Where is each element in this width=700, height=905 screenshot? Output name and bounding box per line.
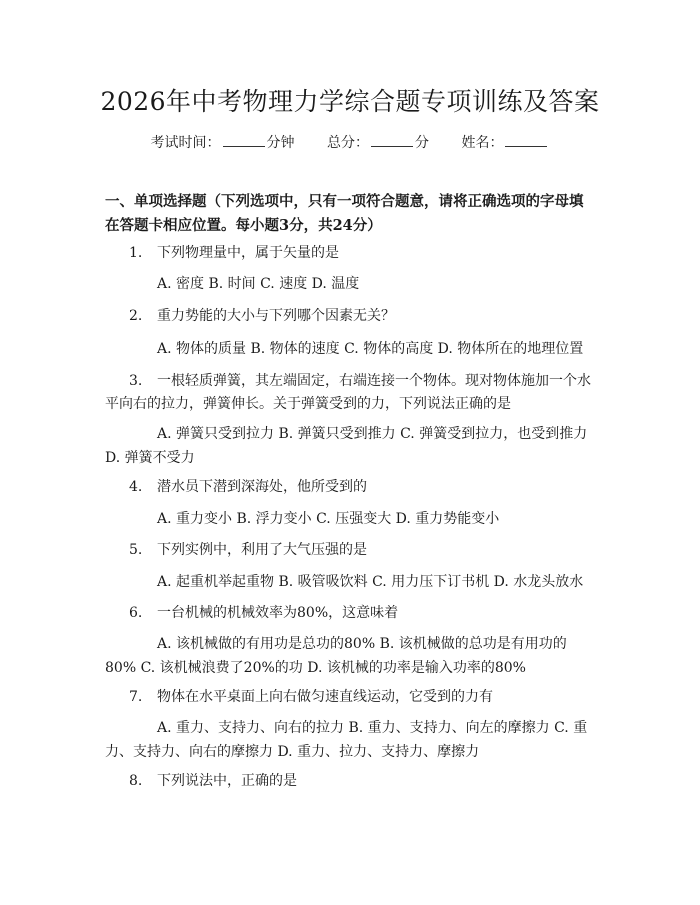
question-stem: 下列实例中，利用了大气压强的是 [157,542,367,558]
score-label: 总分： [327,135,369,151]
question-stem: 重力势能的大小与下列哪个因素无关？ [157,308,395,324]
question-stem: 物体在水平桌面上向右做匀速直线运动，它受到的力有 [157,689,493,705]
question-7 [105,686,592,709]
name-blank [505,134,547,147]
question-6-options: A. 该机械做的有用功是总功的80% B. 该机械做的总功是有用功的80% C. 该机械浪费了20%的功 D. 该机械的功率是输入功率的80% [105,636,567,676]
score-blank [371,134,413,147]
question-5 [105,539,592,562]
question-7-options: A. 重力、支持力、向右的拉力 B. 重力、支持力、向左的摩擦力 C. 重力、支持力、向右的摩擦力 D. 重力、拉力、支持力、摩擦力 [105,720,588,760]
question-2 [105,305,592,328]
question-stem: 一台机械的机械效率为80%，这意味着 [157,605,399,621]
question-3-options: A. 弹簧只受到拉力 B. 弹簧只受到推力 C. 弹簧受到拉力，也受到推力 D. 弹簧不受力 [105,426,588,466]
question-number: 1. [129,245,143,261]
time-blank [223,134,265,147]
question-3 [105,370,592,416]
question-number: 8. [129,773,143,789]
exam-meta [0,132,700,152]
time-label: 考试时间： [150,135,221,151]
question-5-options: A. 起重机举起重物 B. 吸管吸饮料 C. 用力压下订书机 D. 水龙头放水 [157,574,584,590]
question-stem: 下列物理量中，属于矢量的是 [157,245,339,261]
question-8 [105,770,592,793]
question-4-options: A. 重力变小 B. 浮力变小 C. 压强变大 D. 重力势能变小 [157,511,500,527]
question-number: 2. [129,308,143,324]
question-1 [105,242,592,265]
question-number: 7. [129,689,143,705]
time-unit: 分钟 [266,135,295,151]
question-2-options: A. 物体的质量 B. 物体的速度 C. 物体的高度 D. 物体所在的地理位置 [157,341,584,357]
question-stem: 一根轻质弹簧，其左端固定，右端连接一个物体。现对物体施加一个水平向右的拉力，弹簧伸长。关于弹簧受到的力，下列说法正确的是 [105,373,591,412]
question-number: 4. [129,479,143,495]
question-number: 6. [129,605,143,621]
score-field [327,135,433,151]
question-stem: 下列说法中，正确的是 [157,773,297,789]
name-field [461,135,549,151]
question-number: 5. [129,542,143,558]
question-1-options: A. 密度 B. 时间 C. 速度 D. 温度 [157,276,360,292]
question-4 [105,476,592,499]
score-unit: 分 [415,135,429,151]
question-number: 3. [129,373,143,389]
question-6 [105,602,592,625]
page-title: 2026年中考物理力学综合题专项训练及答案 [100,87,600,116]
section-heading: 一、单项选择题（下列选项中，只有一项符合题意，请将正确选项的字母填在答题卡相应位置。每小题3分，共24分） [105,193,584,234]
time-field [151,135,299,151]
question-stem: 潜水员下潜到深海处，他所受到的 [157,479,367,495]
name-label: 姓名： [461,135,504,151]
